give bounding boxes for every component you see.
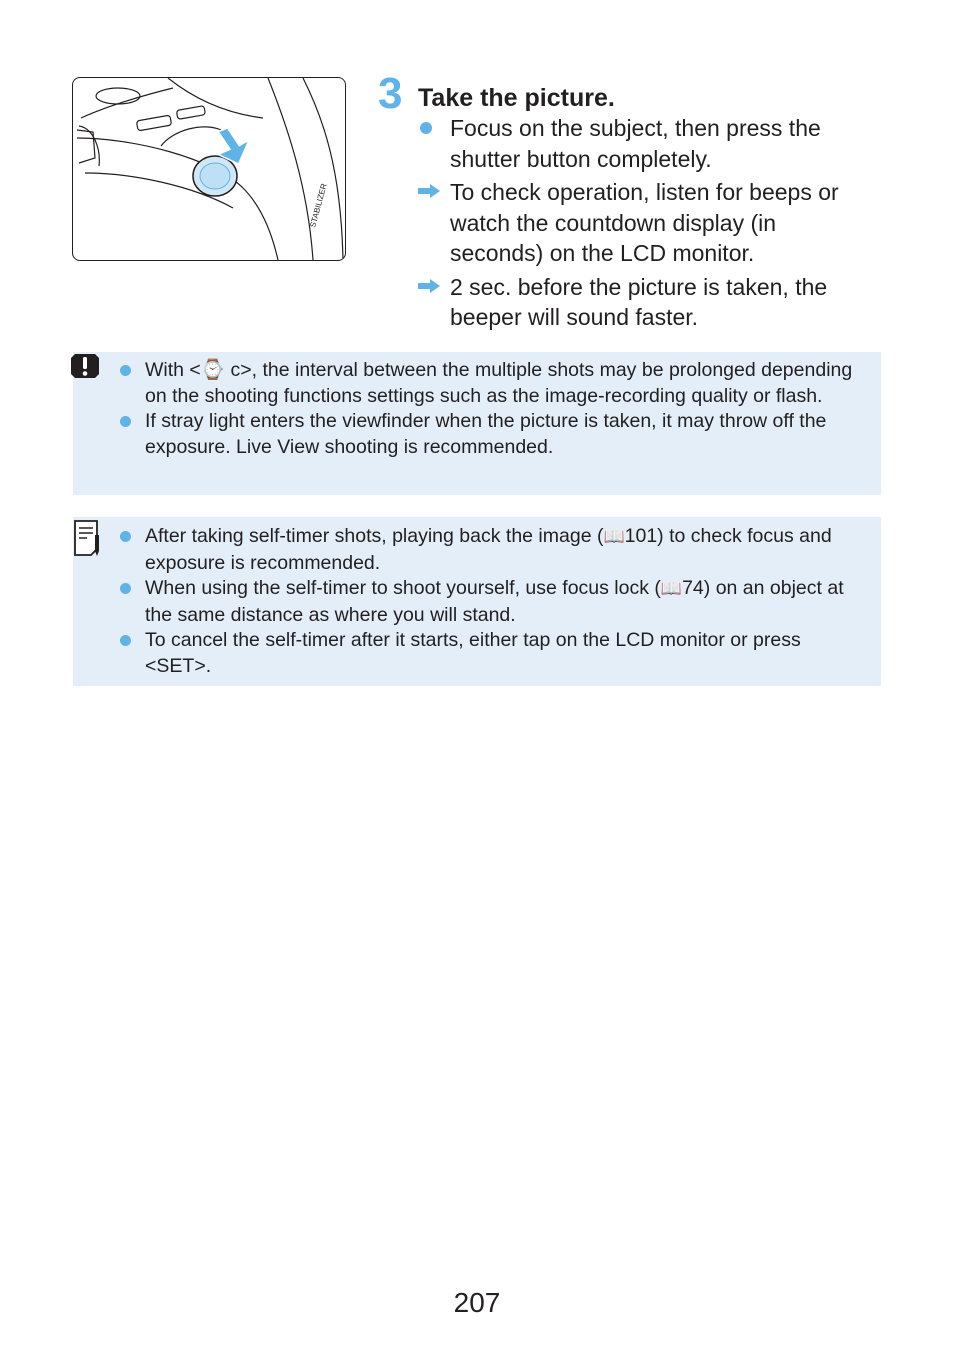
note-item: After taking self-timer shots, playing back the image (📖101) to check focus and exposure is recommended. xyxy=(120,524,860,576)
result-arrow-icon xyxy=(418,279,440,293)
note-pencil-icon xyxy=(73,519,105,557)
camera-shutter-press-illustration xyxy=(73,78,345,260)
notes-box xyxy=(73,517,881,686)
step-item: Focus on the subject, then press the shutter button completely. xyxy=(418,113,858,174)
page-reference-book-icon: 📖 xyxy=(660,579,683,599)
step-number: 3 xyxy=(378,69,403,118)
bullet-icon xyxy=(120,416,131,427)
bullet-icon xyxy=(120,635,131,646)
set-button-label: SET xyxy=(156,654,195,677)
note-item: To cancel the self-timer after it starts, either tap on the LCD monitor or press <SET>. xyxy=(120,628,860,679)
bullet-icon xyxy=(120,531,131,542)
step-item: To check operation, listen for beeps or watch the countdown display (in seconds) on the LCD monitor. xyxy=(418,177,858,269)
step-title: Take the picture. xyxy=(418,84,615,112)
result-arrow-icon xyxy=(418,184,440,198)
step-item: 2 sec. before the picture is taken, the beeper will sound faster. xyxy=(418,272,858,333)
page-reference-book-icon: 📖 xyxy=(603,527,625,547)
camera-illustration xyxy=(72,77,346,261)
page-reference: 101 xyxy=(624,525,658,547)
step-item-list xyxy=(418,113,858,336)
stabilizer-label: STABILIZER xyxy=(308,182,329,229)
page-reference: 74 xyxy=(682,577,704,599)
page-number: 207 xyxy=(453,1287,501,1318)
bullet-icon xyxy=(120,583,131,594)
caution-item: With <⌚ c>, the interval between the multiple shots may be prolonged depending on the shooting functions settings such as the image-recording quality or flash. xyxy=(120,358,860,409)
bullet-icon xyxy=(420,122,432,134)
self-timer-continuous-icon: ⌚ c xyxy=(200,359,241,381)
caution-item: If stray light enters the viewfinder when the picture is taken, it may throw off the exposure. Live View shooting is recommended. xyxy=(120,409,860,460)
note-item: When using the self-timer to shoot yourself, use focus lock (📖74) on an object at the same distance as where you will stand. xyxy=(120,576,860,628)
caution-icon xyxy=(69,352,101,384)
caution-box xyxy=(73,352,881,495)
bullet-icon xyxy=(120,365,131,376)
